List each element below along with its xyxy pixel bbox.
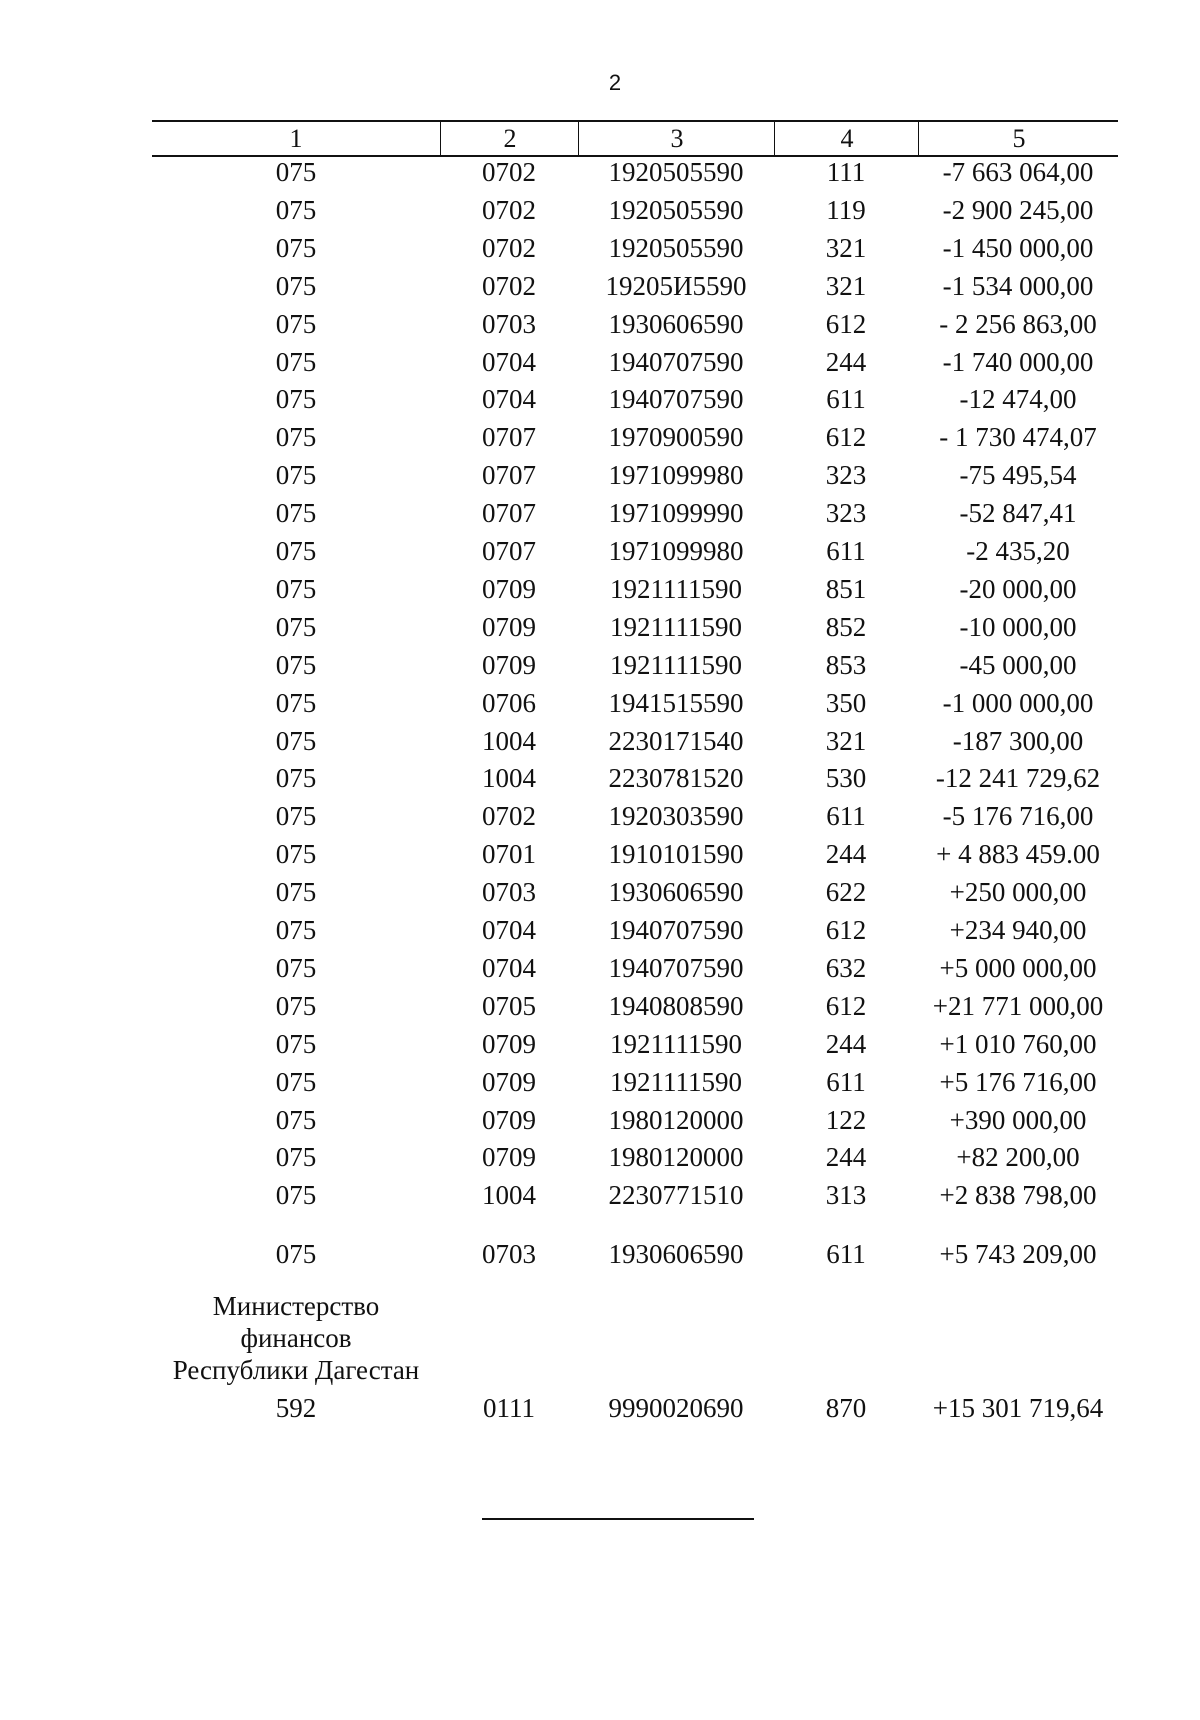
cell-col-2: 0701 — [482, 839, 536, 869]
org-name-line-2: финансов — [240, 1323, 352, 1353]
cell-col-4: 244 — [825, 1029, 867, 1059]
cell-col-5: -2 435,20 — [966, 536, 1070, 566]
cell-col-5: -7 663 064,00 — [942, 157, 1094, 187]
table-row — [152, 1101, 1118, 1139]
cell-col-5: -187 300,00 — [952, 726, 1084, 756]
cell-col-3: 1980120000 — [608, 1105, 744, 1135]
table-row — [152, 646, 1118, 684]
cell-col-2: 0704 — [482, 953, 536, 983]
org-name-line-1: Министерство — [212, 1291, 380, 1321]
cell-col-2: 0704 — [482, 915, 536, 945]
cell-col-3: 1970900590 — [608, 422, 744, 452]
cell-col-1: 075 — [275, 233, 317, 263]
cell-col-2: 0707 — [482, 498, 536, 528]
cell-col-5: -1 534 000,00 — [942, 271, 1094, 301]
cell-col-3: 2230171540 — [608, 726, 744, 756]
cell-col-3: 1921111590 — [610, 1029, 742, 1059]
cell-col-5: -45 000,00 — [959, 650, 1077, 680]
cell-col-2: 0705 — [482, 991, 536, 1021]
cell-col-4: 323 — [825, 498, 867, 528]
cell-col-5: -12 474,00 — [959, 384, 1077, 414]
cell-col-4: 852 — [825, 612, 867, 642]
cell-col-1: 075 — [275, 650, 317, 680]
cell-col-2: 0703 — [482, 309, 536, 339]
cell-col-4: 622 — [825, 877, 867, 907]
cell-col-2: 0702 — [482, 233, 536, 263]
table-row — [152, 1025, 1118, 1063]
cell-col-1: 075 — [275, 877, 317, 907]
table-row — [152, 608, 1118, 646]
cell-col-4: 122 — [825, 1105, 867, 1135]
table-row — [152, 949, 1118, 987]
table-row — [152, 418, 1118, 456]
cell-col-2: 1004 — [482, 726, 536, 756]
cell-col-4: 632 — [825, 953, 867, 983]
cell-col-3: 1930606590 — [608, 1239, 744, 1269]
table-row — [152, 267, 1118, 305]
table-row — [152, 532, 1118, 570]
table-row — [152, 191, 1118, 229]
table-row — [152, 494, 1118, 532]
cell-col-1: 075 — [275, 1142, 317, 1172]
cell-col-4: 870 — [825, 1393, 867, 1423]
header-col-5: 5 — [918, 122, 1119, 155]
bottom-divider — [482, 1518, 754, 1520]
cell-col-1: 075 — [275, 991, 317, 1021]
cell-col-4: 244 — [825, 839, 867, 869]
cell-col-1: 075 — [275, 460, 317, 490]
cell-col-5: -75 495,54 — [959, 460, 1077, 490]
cell-col-1: 075 — [275, 574, 317, 604]
cell-col-5: +1 010 760,00 — [939, 1029, 1097, 1059]
cell-col-4: 611 — [826, 1067, 866, 1097]
cell-col-2: 0702 — [482, 195, 536, 225]
cell-col-5: -20 000,00 — [959, 574, 1077, 604]
cell-col-2: 0709 — [482, 1105, 536, 1135]
cell-col-1: 075 — [275, 536, 317, 566]
cell-col-3: 9990020690 — [608, 1393, 744, 1423]
table-row — [152, 305, 1118, 343]
cell-col-5: -1 740 000,00 — [942, 347, 1094, 377]
cell-col-1: 075 — [275, 1067, 317, 1097]
cell-col-3: 1940707590 — [608, 915, 744, 945]
cell-col-4: 611 — [826, 801, 866, 831]
table-row — [152, 380, 1118, 418]
cell-col-2: 0706 — [482, 688, 536, 718]
cell-col-2: 0707 — [482, 536, 536, 566]
cell-col-3: 2230771510 — [608, 1180, 744, 1210]
table-row — [152, 873, 1118, 911]
cell-col-5: +21 771 000,00 — [932, 991, 1104, 1021]
cell-col-1: 075 — [275, 915, 317, 945]
cell-col-2: 1004 — [482, 763, 536, 793]
cell-col-2: 0709 — [482, 1142, 536, 1172]
cell-col-3: 1940707590 — [608, 384, 744, 414]
cell-col-1: 075 — [275, 953, 317, 983]
cell-col-1: 075 — [275, 1180, 317, 1210]
cell-col-2: 0704 — [482, 384, 536, 414]
cell-col-4: 853 — [825, 650, 867, 680]
cell-col-4: 530 — [825, 763, 867, 793]
cell-col-4: 321 — [825, 233, 867, 263]
cell-col-5: -52 847,41 — [959, 498, 1077, 528]
header-col-3: 3 — [578, 122, 775, 155]
cell-col-4: 611 — [826, 384, 866, 414]
cell-col-2: 0707 — [482, 460, 536, 490]
table-row — [152, 722, 1118, 760]
cell-col-2: 0111 — [483, 1393, 535, 1423]
cell-col-5: - 2 256 863,00 — [939, 309, 1097, 339]
cell-col-1: 075 — [275, 498, 317, 528]
cell-col-1: 075 — [275, 839, 317, 869]
cell-col-2: 0709 — [482, 650, 536, 680]
table-row — [152, 570, 1118, 608]
cell-col-5: +5 000 000,00 — [939, 953, 1097, 983]
cell-col-3: 1920505590 — [608, 195, 744, 225]
cell-col-2: 0709 — [482, 612, 536, 642]
cell-col-3: 1980120000 — [608, 1142, 744, 1172]
table-row — [152, 1176, 1118, 1214]
cell-col-4: 612 — [825, 991, 867, 1021]
table-row — [152, 835, 1118, 873]
cell-col-1: 075 — [275, 271, 317, 301]
cell-col-1: 075 — [275, 763, 317, 793]
cell-col-5: +390 000,00 — [949, 1105, 1087, 1135]
table-row — [152, 229, 1118, 267]
cell-col-4: 244 — [825, 347, 867, 377]
table-row — [152, 1063, 1118, 1101]
cell-col-5: +250 000,00 — [949, 877, 1087, 907]
cell-col-1: 075 — [275, 384, 317, 414]
table-row — [152, 153, 1118, 191]
cell-col-4: 611 — [826, 1239, 866, 1269]
cell-col-1: 075 — [275, 1029, 317, 1059]
cell-col-3: 1920303590 — [608, 801, 744, 831]
cell-col-3: 1930606590 — [608, 309, 744, 339]
cell-col-4: 612 — [825, 422, 867, 452]
header-col-2: 2 — [440, 122, 579, 155]
table-row — [152, 684, 1118, 722]
cell-col-1: 075 — [275, 1105, 317, 1135]
cell-col-2: 1004 — [482, 1180, 536, 1210]
cell-col-2: 0702 — [482, 801, 536, 831]
cell-col-3: 1920505590 — [608, 157, 744, 187]
cell-col-1: 075 — [275, 726, 317, 756]
org-name-line-3: Республики Дагестан — [172, 1355, 420, 1385]
cell-col-3: 1941515590 — [608, 688, 744, 718]
cell-col-3: 2230781520 — [608, 763, 744, 793]
cell-col-3: 1930606590 — [608, 877, 744, 907]
cell-col-4: 244 — [825, 1142, 867, 1172]
cell-col-3: 1920505590 — [608, 233, 744, 263]
cell-col-5: -12 241 729,62 — [935, 763, 1101, 793]
cell-col-5: +5 176 716,00 — [939, 1067, 1097, 1097]
cell-col-4: 119 — [826, 195, 866, 225]
cell-col-1: 075 — [275, 157, 317, 187]
cell-col-1: 075 — [275, 422, 317, 452]
cell-col-3: 1940707590 — [608, 347, 744, 377]
cell-col-4: 612 — [825, 915, 867, 945]
cell-col-4: 612 — [825, 309, 867, 339]
cell-col-3: 1971099980 — [608, 460, 744, 490]
cell-col-3: 1971099980 — [608, 536, 744, 566]
cell-col-3: 19205И5590 — [605, 271, 747, 301]
cell-col-4: 611 — [826, 536, 866, 566]
table-row-final — [152, 1389, 1118, 1427]
cell-col-5: -1 450 000,00 — [942, 233, 1094, 263]
cell-col-3: 1921111590 — [610, 1067, 742, 1097]
table-row — [152, 1235, 1118, 1273]
cell-col-3: 1921111590 — [610, 650, 742, 680]
cell-col-3: 1921111590 — [610, 574, 742, 604]
table-row — [152, 759, 1118, 797]
cell-col-4: 321 — [825, 726, 867, 756]
org-name — [152, 1290, 440, 1386]
cell-col-3: 1940707590 — [608, 953, 744, 983]
cell-col-5: -5 176 716,00 — [942, 801, 1094, 831]
cell-col-2: 0709 — [482, 1067, 536, 1097]
table-row — [152, 987, 1118, 1025]
table-row — [152, 456, 1118, 494]
cell-col-4: 111 — [826, 157, 866, 187]
cell-col-5: -1 000 000,00 — [942, 688, 1094, 718]
cell-col-4: 851 — [825, 574, 867, 604]
cell-col-3: 1910101590 — [608, 839, 744, 869]
cell-col-2: 0707 — [482, 422, 536, 452]
cell-col-5: +5 743 209,00 — [939, 1239, 1097, 1269]
cell-col-5: +82 200,00 — [956, 1142, 1080, 1172]
cell-col-3: 1940808590 — [608, 991, 744, 1021]
cell-col-2: 0709 — [482, 1029, 536, 1059]
cell-col-3: 1921111590 — [610, 612, 742, 642]
cell-col-4: 350 — [825, 688, 867, 718]
cell-col-5: +15 301 719,64 — [932, 1393, 1104, 1423]
cell-col-5: +234 940,00 — [949, 915, 1087, 945]
header-col-1: 1 — [289, 124, 303, 153]
page-number: 2 — [608, 70, 622, 95]
cell-col-2: 0703 — [482, 1239, 536, 1269]
cell-col-5: - 1 730 474,07 — [939, 422, 1097, 452]
cell-col-5: + 4 883 459.00 — [936, 839, 1100, 869]
cell-col-1: 075 — [275, 347, 317, 377]
cell-col-1: 075 — [275, 801, 317, 831]
cell-col-4: 323 — [825, 460, 867, 490]
cell-col-4: 321 — [825, 271, 867, 301]
cell-col-5: -10 000,00 — [959, 612, 1077, 642]
cell-col-5: +2 838 798,00 — [939, 1180, 1097, 1210]
cell-col-1: 075 — [275, 688, 317, 718]
table-header — [152, 120, 1118, 157]
header-col-4: 4 — [774, 122, 919, 155]
table-row — [152, 911, 1118, 949]
cell-col-1: 075 — [275, 309, 317, 339]
cell-col-1: 075 — [275, 195, 317, 225]
cell-col-1: 592 — [275, 1393, 317, 1423]
cell-col-2: 0704 — [482, 347, 536, 377]
cell-col-2: 0702 — [482, 157, 536, 187]
cell-col-2: 0702 — [482, 271, 536, 301]
table-row — [152, 1138, 1118, 1176]
cell-col-2: 0709 — [482, 574, 536, 604]
cell-col-1: 075 — [275, 612, 317, 642]
table-row — [152, 797, 1118, 835]
cell-col-3: 1971099990 — [608, 498, 744, 528]
cell-col-2: 0703 — [482, 877, 536, 907]
cell-col-5: -2 900 245,00 — [942, 195, 1094, 225]
cell-col-1: 075 — [275, 1239, 317, 1269]
table-row — [152, 343, 1118, 381]
cell-col-4: 313 — [825, 1180, 867, 1210]
